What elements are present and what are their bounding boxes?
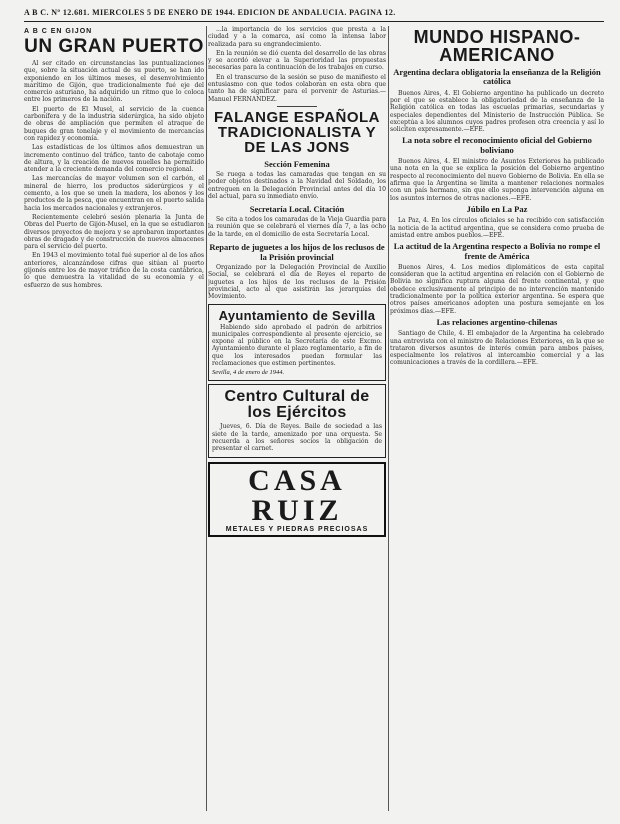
article-paragraph: El puerto de El Musel, al servicio de la cuenca carbonífera y de la industria siderúrgica, ha sido objeto de obras de ampliación que permiten el atraque de buques de gran tonelaje y el movimiento de mercancías con rapidez y economía. [24, 105, 204, 142]
section-text: Se cita a todos los camaradas de la Vieja Guardia para la reunión que se celebrará el viernes día 7, a las ocho de la tarde, en el domicilio de esta Secretaría Local. [208, 216, 386, 238]
news-text: Buenos Aires, 4. El ministro de Asuntos Exteriores ha publicado una nota en la que se explica la posición del Gobierno argentino respecto al reconocimiento del nuevo Gobierno de Bolivia. En ella se afirma que la Argentina se limita a mantener relaciones normales con un país hermano, sin que ello suponga intervención alguna en los asuntos internos de otras naciones.—EFE. [390, 158, 604, 202]
ad-tagline: METALES Y PIEDRAS PRECIOSAS [225, 525, 369, 533]
subheadline: La nota sobre el reconocimiento oficial del Gobierno boliviano [402, 135, 592, 155]
article-paragraph: En el transcurso de la sesión se puso de manifiesto el entusiasmo con que todos colaboran en esta obra que tanto ha de significar para el porvenir de Asturias.—Manuel FERNANDEZ. [208, 73, 386, 103]
article-paragraph: Recientemente celebró sesión plenaria la Junta de Obras del Puerto de Gijón-Musel, en la que se estudiaron diversos proyectos de mejora y se aprobaron importantes obras de dragado y de construcción de nuevos almacenes para el servicio del puerto. [24, 213, 204, 251]
column-gijon [24, 26, 204, 816]
page-header: A B C. Nº 12.681. MIERCOLES 5 DE ENERO DE 1944. EDICION DE ANDALUCIA. PAGINA 12. [24, 8, 396, 17]
column-divider [206, 26, 207, 811]
news-text: La Paz, 4. En los círculos oficiales se ha recibido con satisfacción la noticia de la actitud argentina, que se considera como prueba de amistad entre ambos pueblos.—EFE. [390, 217, 604, 239]
article-headline: UN GRAN PUERTO [24, 36, 204, 57]
centro-cultural-notice [208, 384, 386, 457]
notice-date: Sevilla, 4 de enero de 1944. [212, 369, 285, 377]
subheadline: Argentina declara obligatoria la enseñanza de la Religión católica [393, 67, 601, 87]
casa-ruiz-ad [208, 462, 386, 537]
article-paragraph: Al ser citado en circunstancias las puntualizaciones que, sobre la situación actual de su puerto, se han ido exponiendo en los últimos meses, el desenvolvimiento marítimo de Gijón, que tradicionalmente fué eje del comercio asturiano, ha adquirido un ritmo que lo coloca entre los primeros de la nación. [24, 60, 204, 104]
short-divider [277, 106, 317, 107]
news-text: Buenos Aires, 4. Los medios diplomáticos de esta capital consideran que la actitud argentina en relación con el Gobierno de Bolivia no significa ruptura alguna del frente continental, y que obedece exclusivamente al principio de no intervención mantenido tradicionalmente por la política exterior argentina. Se espera que otros países americanos adopten una postura semejante en los próximos días.—EFE. [390, 263, 604, 315]
subheadline: La actitud de la Argentina respecto a Bolivia no rompe el frente de América [393, 241, 601, 261]
subheadline: Las relaciones argentino-chilenas [436, 316, 558, 327]
section-title: Secretaría Local. Citación [249, 204, 345, 215]
column-divider [388, 26, 389, 811]
ad-name: CASA RUIZ [248, 463, 346, 527]
section-title: Reparto de juguetes a los hijos de los reclusos de la Prisión provincial [209, 242, 385, 263]
section-headline: MUNDO HISPANO-AMERICANO [413, 27, 581, 65]
notice-title: Centro Cultural de los Ejércitos [224, 388, 370, 422]
article-paragraph: ...la importancia de los servicios que presta a la ciudad y a la comarca, así como la intensa labor realizada para su engrandecimiento. [208, 26, 386, 48]
section-title: Sección Femenina [264, 158, 330, 169]
section-kicker: A B C EN GIJON [24, 28, 93, 35]
header-rule [24, 21, 604, 22]
news-text: Santiago de Chile, 4. El embajador de la Argentina ha celebrado una entrevista con el ministro de Relaciones Exteriores, en la que se trataron diversos asuntos de interés común para ambos países, especialmente los relativos al intercambio comercial y a las comunicaciones a través de la cordillera.—EFE. [390, 330, 604, 367]
column-center [208, 26, 386, 816]
article-paragraph: En la reunión se dió cuenta del desarrollo de las obras y se acordó elevar a la Superioridad las propuestas necesarias para la continuación de los trabajos en curso. [208, 49, 386, 72]
article-paragraph: Las mercancías de mayor volumen son el carbón, el mineral de hierro, los productos siderúrgicos y el cemento, a los que se unen la madera, los abonos y los productos de la pesca, que encuentran en el puerto salida hacia los mercados nacionales y extranjeros. [24, 175, 204, 212]
section-text: Organizado por la Delegación Provincial de Auxilio Social, se celebrará el día de Reyes el reparto de juguetes a los hijos de los reclusos de la Prisión provincial, acto al que asistirán las jerarquías del Movimiento. [208, 264, 386, 301]
article-paragraph: En 1943 el movimiento total fué superior al de los años anteriores, alcanzándose cifras que sitúan al puerto gijonés entre los de mayor tráfico de la costa cantábrica, lo que demuestra la vitalidad de su economía y el esfuerzo de sus hombres. [24, 252, 204, 289]
column-hispano [390, 26, 604, 816]
notice-text: Habiendo sido aprobado el padrón de arbitrios municipales correspondiente al presente ejercicio, se expone al público en la Secretaría de este Excmo. Ayuntamiento durante el plazo reglamentario, a fin de que los interesados puedan formular las reclamaciones que estimen pertinentes. [212, 323, 382, 368]
falange-headline: FALANGE ESPAÑOLA TRADICIONALISTA Y DE LAS JONS [213, 108, 381, 156]
notice-title: Ayuntamiento de Sevilla [218, 307, 376, 323]
article-paragraph: Las estadísticas de los últimos años demuestran un incremento continuo del tráfico, tanto de cabotaje como de altura, y la creación de nuevos muelles ha permitido atender a la creciente demanda del comercio regional. [24, 144, 204, 174]
news-text: Buenos Aires, 4. El Gobierno argentino ha publicado un decreto por el que se establece la obligatoriedad de la enseñanza de la Religión católica en todas las escuelas primarias, secundarias y especiales dependientes del Ministerio de Instrucción Pública. Se exceptúa a los alumnos cuyos padres profesen otra creencia y así lo soliciten expresamente.—EFE. [390, 89, 604, 134]
notice-text: Jueves, 6. Día de Reyes. Baile de sociedad a las siete de la tarde, amenizado por una orquesta. Se recuerda a los señores socios la obligación de presentar el carnet. [212, 423, 382, 453]
subheadline: Júbilo en La Paz [466, 203, 528, 214]
section-text: Se ruega a todas las camaradas que tengan en su poder objetos destinados a la Navidad del Soldado, los entreguen en la Delegación Provincial antes del día 10 del actual, para su inmediato envío. [208, 170, 386, 200]
ayuntamiento-notice [208, 304, 386, 382]
